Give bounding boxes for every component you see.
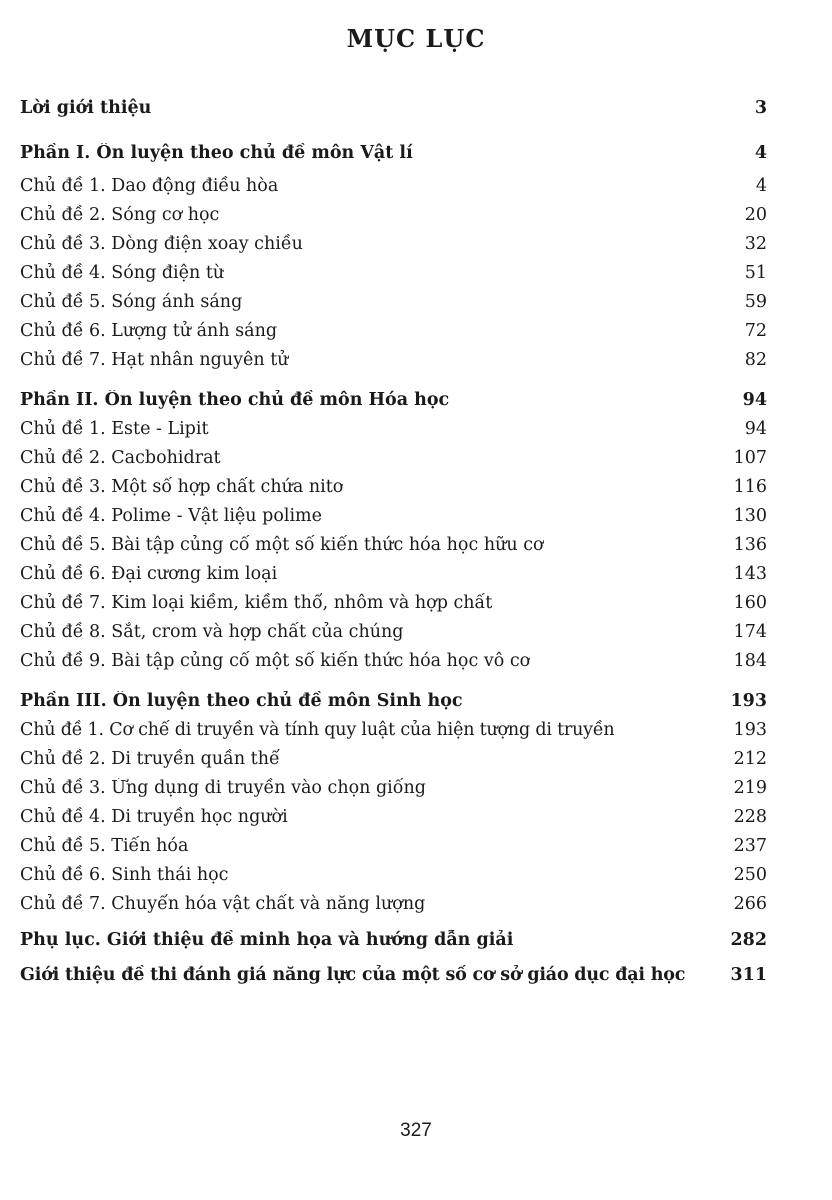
- toc-entry-title: Chủ đề 4. Sóng điện từ: [20, 263, 225, 283]
- toc-entry: [20, 807, 767, 827]
- toc-entry: [20, 593, 767, 613]
- toc-entry-title: Phần III. Ôn luyện theo chủ đề môn Sinh học: [20, 691, 463, 711]
- toc-section-entry: [20, 98, 767, 118]
- toc-entry-title: Lời giới thiệu: [20, 98, 152, 118]
- toc-entry-title: Chủ đề 3. Ứng dụng di truyền vào chọn giống: [20, 778, 426, 798]
- toc-entry: [20, 205, 767, 225]
- toc-entry: [20, 292, 767, 312]
- toc-entry-page: 3: [754, 98, 767, 118]
- toc-entry-page: 193: [733, 720, 767, 740]
- toc-entry-page: 250: [733, 865, 767, 885]
- toc-entry-title: Phần I. Ôn luyện theo chủ đề môn Vật lí: [20, 143, 413, 163]
- toc-entry: [20, 865, 767, 885]
- toc-entry-page: 193: [730, 691, 767, 711]
- toc-entry: [20, 419, 767, 439]
- toc-entry-title: Chủ đề 3. Một số hợp chất chứa nitơ: [20, 477, 344, 497]
- toc-entry-title: Chủ đề 1. Cơ chế di truyền và tính quy luật của hiện tượng di truyền: [20, 720, 615, 740]
- toc-entry-page: 212: [733, 749, 767, 769]
- toc-entry: [20, 176, 767, 196]
- toc-entry: [20, 564, 767, 584]
- toc-entry: [20, 350, 767, 370]
- toc-section-entry: [20, 143, 767, 163]
- toc-entry-page: 136: [733, 535, 767, 555]
- toc-entry-page: 4: [754, 143, 767, 163]
- toc-entry: [20, 535, 767, 555]
- toc-entry-page: 174: [733, 622, 767, 642]
- toc-entry: [20, 778, 767, 798]
- toc-entry-page: 51: [744, 263, 767, 283]
- toc-entry: [20, 622, 767, 642]
- toc-entry-title: Chủ đề 5. Tiến hóa: [20, 836, 189, 856]
- toc-entry-page: 160: [733, 593, 767, 613]
- toc-entry: [20, 651, 767, 671]
- page-number: 327: [400, 1120, 432, 1141]
- toc-entry-page: 20: [744, 205, 767, 225]
- toc-entry-page: 266: [733, 894, 767, 914]
- toc-entry-title: Chủ đề 6. Lượng tử ánh sáng: [20, 321, 278, 341]
- toc-entry-page: 82: [744, 350, 767, 370]
- toc-entry-title: Phụ lục. Giới thiệu đề minh họa và hướng dẫn giải: [20, 930, 514, 950]
- toc-entry-page: 94: [744, 419, 767, 439]
- toc-entry-title: Chủ đề 5. Sóng ánh sáng: [20, 292, 243, 312]
- toc-entry-title: Chủ đề 7. Kim loại kiềm, kiềm thổ, nhôm và hợp chất: [20, 593, 493, 613]
- toc-entry-title: Giới thiệu đề thi đánh giá năng lực của một số cơ sở giáo dục đại học: [20, 965, 686, 985]
- toc-entry: [20, 836, 767, 856]
- toc-entry-title: Chủ đề 5. Bài tập củng cố một số kiến thức hóa học hữu cơ: [20, 535, 544, 555]
- toc-entry: [20, 321, 767, 341]
- toc-entry-title: Chủ đề 4. Di truyền học người: [20, 807, 288, 827]
- toc-entry: [20, 720, 767, 740]
- toc-entry: [20, 749, 767, 769]
- toc-entry: [20, 894, 767, 914]
- toc-entry: [20, 506, 767, 526]
- toc-entry-title: Chủ đề 7. Chuyển hóa vật chất và năng lượng: [20, 894, 426, 914]
- toc-entry-page: 72: [744, 321, 767, 341]
- toc-entry-page: 237: [733, 836, 767, 856]
- toc-entry-title: Chủ đề 9. Bài tập củng cố một số kiến thức hóa học vô cơ: [20, 651, 531, 671]
- toc-entry-title: Chủ đề 7. Hạt nhân nguyên tử: [20, 350, 289, 370]
- toc-entry-page: 116: [733, 477, 767, 497]
- toc-entry-title: Chủ đề 3. Dòng điện xoay chiều: [20, 234, 303, 254]
- toc-section-entry: [20, 930, 767, 950]
- toc-entry-page: 107: [733, 448, 767, 468]
- toc-entry-page: 59: [744, 292, 767, 312]
- toc-section-entry: [20, 390, 767, 410]
- toc-entry-page: 219: [733, 778, 767, 798]
- toc-entry-page: 311: [730, 965, 767, 985]
- toc-entry-title: Chủ đề 1. Dao động điều hòa: [20, 176, 279, 196]
- toc-entry-page: 4: [755, 176, 767, 196]
- toc-entry-page: 94: [742, 390, 767, 410]
- toc-entry-title: Chủ đề 2. Cacbohidrat: [20, 448, 221, 468]
- toc-entry: [20, 263, 767, 283]
- toc-section-entry: [20, 965, 767, 985]
- page-title: MỤC LỤC: [346, 24, 486, 53]
- toc-entry-page: 184: [733, 651, 767, 671]
- toc-entry-title: Chủ đề 4. Polime - Vật liệu polime: [20, 506, 323, 526]
- toc-entry-title: Phần II. Ôn luyện theo chủ đề môn Hóa học: [20, 390, 450, 410]
- toc-entry-title: Chủ đề 2. Sóng cơ học: [20, 205, 220, 225]
- toc-entry-page: 130: [733, 506, 767, 526]
- toc-entry: [20, 477, 767, 497]
- toc-section-entry: [20, 691, 767, 711]
- toc-entry-page: 32: [744, 234, 767, 254]
- toc-entry-page: 228: [733, 807, 767, 827]
- toc-entry: [20, 234, 767, 254]
- toc-entry-page: 282: [730, 930, 767, 950]
- toc-entry-title: Chủ đề 6. Đại cương kim loại: [20, 564, 278, 584]
- toc-entry-title: Chủ đề 1. Este - Lipit: [20, 419, 209, 439]
- toc-entry-title: Chủ đề 8. Sắt, crom và hợp chất của chúng: [20, 622, 404, 642]
- toc-entry: [20, 448, 767, 468]
- toc-entry-title: Chủ đề 6. Sinh thái học: [20, 865, 229, 885]
- toc-entry-title: Chủ đề 2. Di truyền quần thể: [20, 749, 280, 769]
- toc-entry-page: 143: [733, 564, 767, 584]
